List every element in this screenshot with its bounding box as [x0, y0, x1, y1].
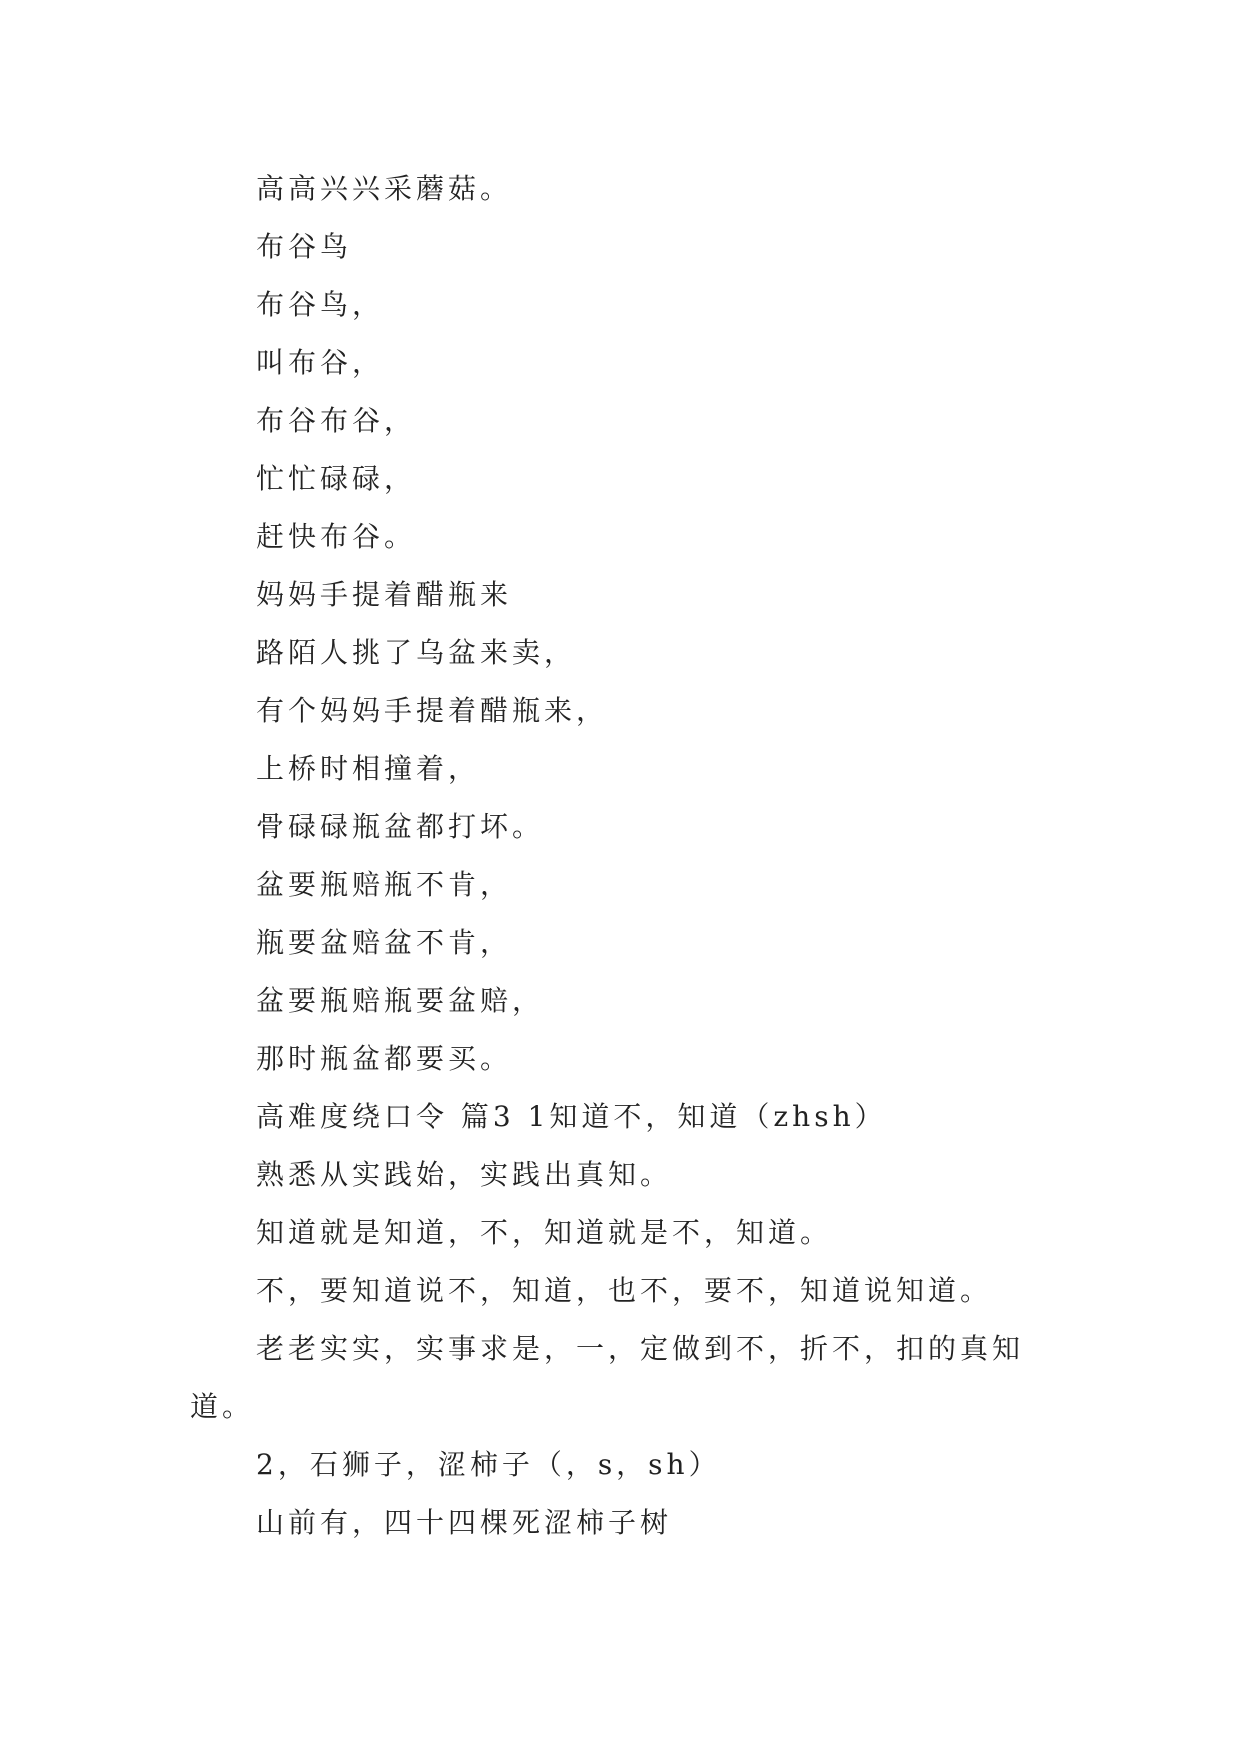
text-line: 瓶要盆赔盆不肯， — [256, 926, 513, 959]
text-line: 有个妈妈手提着醋瓶来， — [256, 694, 609, 727]
text-line: 盆要瓶赔瓶要盆赔， — [256, 984, 545, 1017]
text-paragraph: 老老实实，实事求是，一，定做到不，折不，扣的真知道。 — [190, 1332, 1025, 1423]
text-line: 赶快布谷。 — [256, 520, 417, 553]
text-line: 骨碌碌瓶盆都打坏。 — [256, 810, 545, 843]
text-line: 知道就是知道，不，知道就是不，知道。 — [256, 1216, 833, 1249]
text-line: 那时瓶盆都要买。 — [256, 1042, 513, 1075]
text-line: 盆要瓶赔瓶不肯， — [256, 868, 513, 901]
document-body — [190, 160, 1060, 1552]
text-line: 2，石狮子，涩柿子（，s，sh） — [256, 1448, 721, 1481]
section-heading: 高难度绕口令 篇3 1知道不，知道（zhsh） — [256, 1100, 887, 1133]
text-line: 忙忙碌碌， — [256, 462, 417, 495]
text-line: 妈妈手提着醋瓶来 — [256, 578, 513, 611]
text-line: 布谷鸟， — [256, 288, 385, 321]
text-line: 布谷鸟 — [256, 230, 353, 263]
text-line: 高高兴兴采蘑菇。 — [256, 172, 513, 205]
text-line: 不，要知道说不，知道，也不，要不，知道说知道。 — [256, 1274, 993, 1307]
text-line: 布谷布谷， — [256, 404, 417, 437]
text-line: 熟悉从实践始，实践出真知。 — [256, 1158, 673, 1191]
text-line: 路陌人挑了乌盆来卖， — [256, 636, 577, 669]
text-line: 上桥时相撞着， — [256, 752, 481, 785]
text-line: 山前有，四十四棵死涩柿子树 — [256, 1506, 673, 1539]
text-line: 叫布谷， — [256, 346, 385, 379]
